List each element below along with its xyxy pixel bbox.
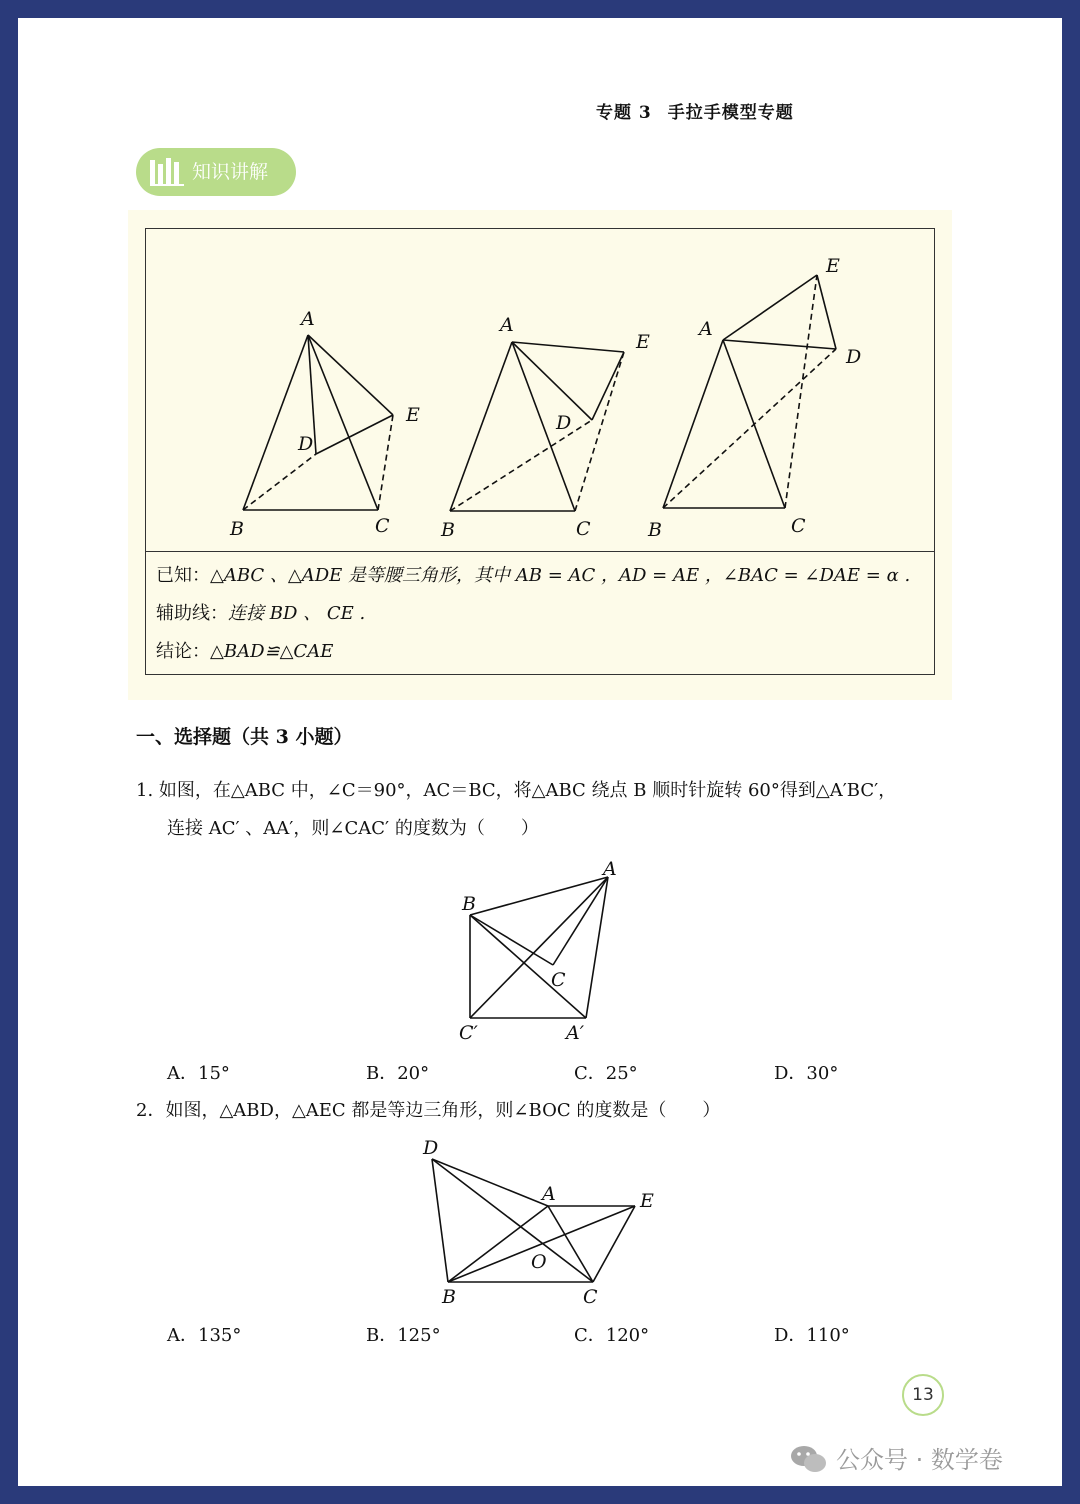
q2-figure bbox=[415, 1132, 665, 1312]
knowledge-figures bbox=[146, 229, 934, 551]
fig2-label-A: A bbox=[500, 314, 514, 336]
q2-line1: 2．如图，△ABD，△AEC 都是等边三角形，则∠BOC 的度数是（ ） bbox=[136, 1100, 721, 1121]
watermark-text: 公众号 · 数学卷 bbox=[836, 1446, 1003, 1474]
figure-2 bbox=[450, 342, 624, 511]
fig1-label-D: D bbox=[298, 433, 314, 455]
fig2-label-C: C bbox=[576, 518, 591, 540]
fig3-label-C: C bbox=[791, 515, 806, 537]
fig1-label-E: E bbox=[406, 404, 420, 426]
q2-option-d[interactable]: D．110° bbox=[774, 1325, 850, 1346]
section-badge bbox=[136, 148, 296, 196]
fig3-label-D: D bbox=[846, 346, 862, 368]
q1-option-a[interactable]: A．15° bbox=[167, 1063, 230, 1084]
q1-label-A-prime: A′ bbox=[566, 1022, 585, 1044]
knowledge-divider bbox=[146, 551, 934, 552]
q2-label-E: E bbox=[640, 1190, 654, 1212]
topic-number: 专题 3 bbox=[596, 103, 652, 123]
wechat-icon bbox=[790, 1444, 828, 1474]
q2-option-b[interactable]: B．125° bbox=[366, 1325, 441, 1346]
badge-label: 知识讲解 bbox=[192, 161, 269, 183]
q1-figure bbox=[450, 855, 630, 1045]
q1-label-B: B bbox=[462, 893, 476, 915]
q1-line2: 连接 AC′ 、AA′，则∠CAC′ 的度数为（ ） bbox=[167, 818, 539, 839]
fig2-label-E: E bbox=[636, 331, 650, 353]
given-prefix: 已知： bbox=[156, 565, 210, 586]
q2-label-C: C bbox=[583, 1286, 598, 1308]
conclusion-prefix: 结论： bbox=[156, 641, 210, 662]
q1-label-C-prime: C′ bbox=[459, 1022, 478, 1044]
knowledge-box bbox=[145, 228, 935, 675]
q2-label-D: D bbox=[423, 1137, 439, 1159]
given-line bbox=[156, 561, 910, 587]
q2-option-a[interactable]: A．135° bbox=[167, 1325, 242, 1346]
q2-label-A: A bbox=[542, 1183, 556, 1205]
fig1-label-A: A bbox=[301, 308, 315, 330]
q1-option-c[interactable]: C．25° bbox=[574, 1063, 638, 1084]
q2-label-O: O bbox=[531, 1251, 547, 1273]
q1-option-d[interactable]: D．30° bbox=[774, 1063, 839, 1084]
fig1-label-B: B bbox=[230, 518, 244, 540]
page-header bbox=[596, 98, 794, 123]
aux-body: 连接 BD 、 CE . bbox=[228, 603, 366, 624]
q1-line1: 1. 如图，在△ABC 中，∠C＝90°，AC＝BC，将△ABC 绕点 B 顺时针旋转 60°得到△A′BC′， bbox=[136, 780, 897, 801]
q2-label-B: B bbox=[442, 1286, 456, 1308]
books-icon bbox=[150, 158, 186, 186]
aux-prefix: 辅助线： bbox=[156, 603, 228, 624]
conclusion-body: △BAD≌△CAE bbox=[210, 641, 334, 662]
q1-option-b[interactable]: B．20° bbox=[366, 1063, 430, 1084]
fig1-label-C: C bbox=[375, 515, 390, 537]
q2-option-c[interactable]: C．120° bbox=[574, 1325, 650, 1346]
figure-1 bbox=[243, 335, 393, 510]
q1-label-A: A bbox=[603, 858, 617, 880]
section-title: 一、选择题（共 3 小题） bbox=[136, 726, 353, 748]
aux-line bbox=[156, 599, 365, 625]
figure-3 bbox=[663, 275, 836, 508]
topic-title: 手拉手模型专题 bbox=[667, 103, 794, 123]
fig3-label-A: A bbox=[699, 318, 713, 340]
given-body: △ABC 、△ADE 是等腰三角形，其中 AB = AC ，AD = AE ，∠BAC = ∠DAE = α . bbox=[210, 565, 911, 586]
fig2-label-D: D bbox=[556, 412, 572, 434]
page-number: 13 bbox=[902, 1374, 944, 1416]
q1-label-C: C bbox=[551, 969, 566, 991]
conclusion-line bbox=[156, 637, 333, 663]
fig3-label-B: B bbox=[648, 519, 662, 541]
fig3-label-E: E bbox=[826, 255, 840, 277]
fig2-label-B: B bbox=[441, 519, 455, 541]
